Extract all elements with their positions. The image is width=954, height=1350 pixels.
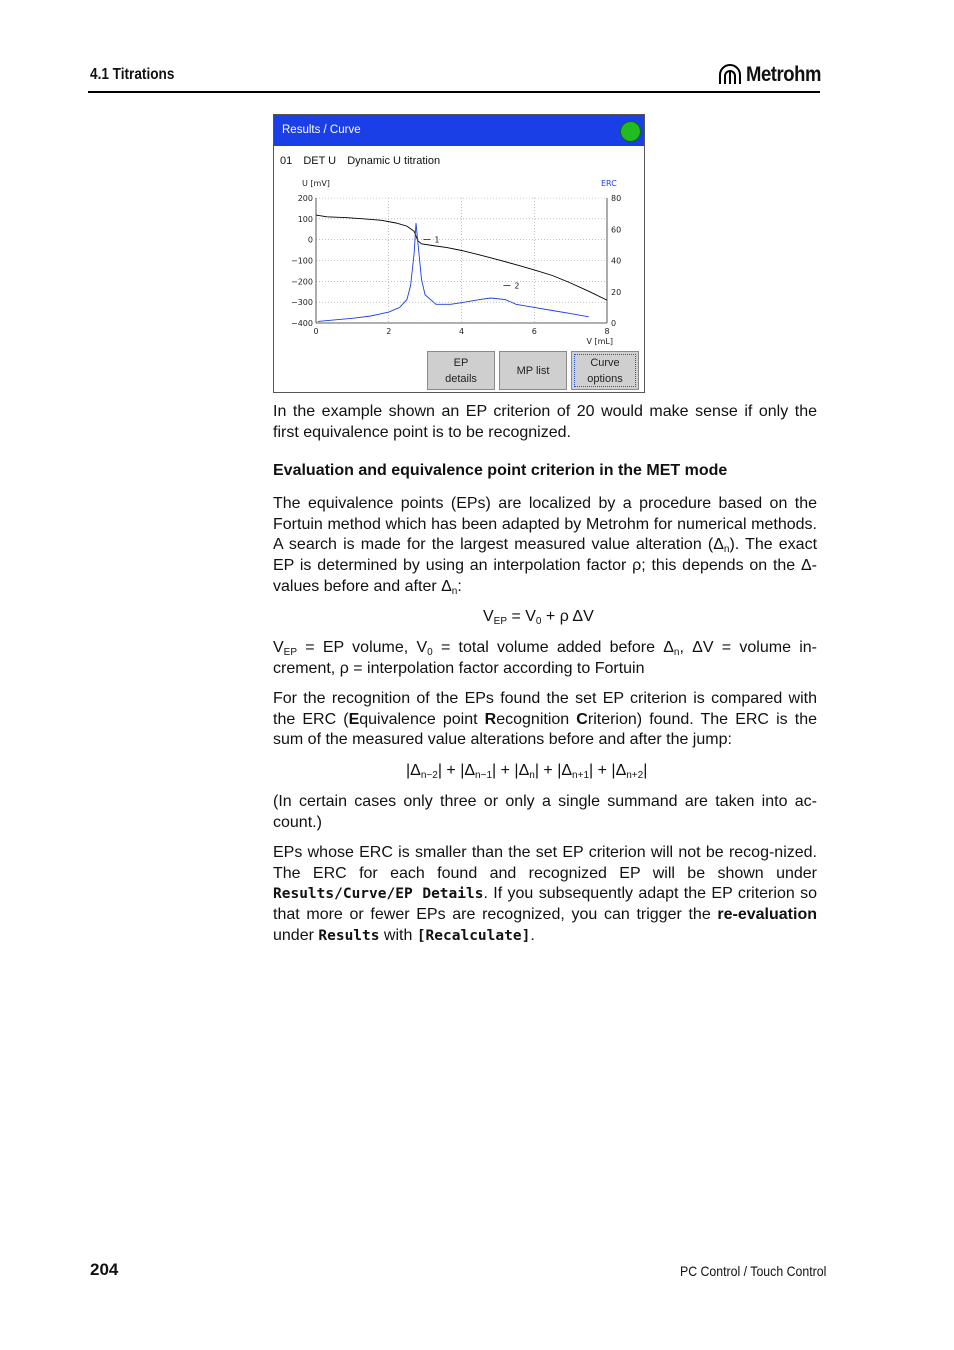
method-line bbox=[280, 155, 448, 167]
method-description: Dynamic U titration bbox=[347, 155, 441, 167]
erc-paragraph: For the recognition of the EPs found the set EP criterion is compared with the ERC (Equivalence point Recognition Criterion) found. The ERC is the sum of the measured value alterations before and after the jump: bbox=[273, 690, 817, 749]
screen-title: Results / Curve bbox=[282, 124, 361, 136]
recalculate-paragraph: EPs whose ERC is smaller than the set EP criterion will not be recog-nized. The ERC for each found and recognized EP will be shown under Results/Curve/EP Details. If you subsequently adapt the EP criterion so that more or fewer EPs are recognized, you can trigger the re-evaluation under Results with [Recalculate]. bbox=[273, 844, 818, 944]
y-left-tick-label: 100 bbox=[297, 214, 313, 224]
metrohm-logo bbox=[718, 62, 831, 88]
variables-paragraph: $V_{EP}$ = EP volume, $V_0$ = total volume added before $\Delta_n$, ΔV = volume in-crement, ρ = interpolation factor according to Fortuin bbox=[273, 639, 818, 677]
y-left-tick-label: −200 bbox=[291, 277, 313, 287]
y-left-tick-label: −400 bbox=[291, 319, 313, 328]
x-axis-label: V [mL] bbox=[586, 337, 613, 346]
y-right-tick-label: 60 bbox=[611, 225, 622, 235]
y-left-tick-label: 200 bbox=[297, 194, 313, 203]
section-title: 4.1 Titrations bbox=[90, 66, 175, 83]
ep-details-button[interactable] bbox=[427, 351, 495, 390]
curve-options-line1: Curve bbox=[590, 356, 620, 369]
mp-list-button[interactable] bbox=[499, 351, 567, 390]
y-left-tick-label: −300 bbox=[291, 298, 313, 308]
method-number: 01 bbox=[280, 155, 293, 167]
metrohm-symbol-icon bbox=[718, 64, 742, 86]
x-tick-label: 0 bbox=[313, 327, 319, 336]
x-tick-label: 8 bbox=[604, 327, 610, 336]
status-indicator-icon bbox=[620, 121, 641, 142]
logo-text: Metrohm bbox=[746, 63, 821, 86]
screen-titlebar bbox=[274, 115, 644, 146]
y-left-axis-label: U [mV] bbox=[302, 179, 330, 188]
ep-details-line2: details bbox=[445, 372, 477, 385]
y-right-tick-label: 80 bbox=[611, 194, 622, 203]
x-tick-label: 4 bbox=[458, 327, 465, 336]
footer-product: PC Control / Touch Control bbox=[680, 1263, 827, 1279]
curve-options-button[interactable] bbox=[571, 351, 639, 390]
ep-marker-label: 1 bbox=[434, 235, 440, 245]
ep-volume-formula: $V_{EP} = V_0 + \rho$ ΔV bbox=[483, 608, 594, 627]
ep-details-line1: EP bbox=[453, 356, 469, 369]
section-heading: Evaluation and equivalence point criterion in the MET mode bbox=[273, 462, 728, 479]
results-curve-screen bbox=[273, 114, 645, 393]
x-tick-label: 6 bbox=[531, 327, 537, 336]
y-left-tick-label: 0 bbox=[307, 235, 313, 245]
page-number: 204 bbox=[90, 1260, 119, 1279]
y-right-tick-label: 40 bbox=[611, 256, 622, 266]
summand-note: (In certain cases only three or only a single summand are taken into ac-count.) bbox=[273, 793, 817, 831]
erc-series-line bbox=[318, 223, 589, 321]
header-rule bbox=[88, 91, 820, 93]
titration-curve-chart bbox=[274, 171, 644, 351]
curve-options-line2: options bbox=[587, 372, 623, 385]
y-left-tick-label: −100 bbox=[291, 256, 313, 266]
y-right-axis-label: ERC bbox=[601, 179, 617, 188]
y-right-tick-label: 20 bbox=[611, 287, 622, 297]
method-name: DET U bbox=[303, 155, 337, 167]
intro-paragraph: In the example shown an EP criterion of 20 would make sense if only the first equivalence point is to be recognized. bbox=[273, 403, 817, 441]
fortuin-paragraph: The equivalence points (EPs) are localized by a procedure based on the Fortuin method which has been adapted by Metrohm for numerical methods. A search is made for the largest measured value alteration $(\Delta_n)$. The exact EP is determined by using an interpolation factor ρ; this depends on the Δ-values before and after $\Delta_n$: bbox=[273, 495, 818, 597]
ep-marker-label: 2 bbox=[514, 281, 520, 291]
y-right-tick-label: 0 bbox=[611, 319, 617, 328]
mp-list-label: MP list bbox=[516, 364, 550, 377]
erc-sum-formula: $|\Delta_{n-2}| + |\Delta_{n-1}| + |\Delta_n| + |\Delta_{n+1}| + |\Delta_{n+2}|$ bbox=[406, 762, 648, 781]
x-tick-label: 2 bbox=[386, 327, 392, 336]
potential-series-line bbox=[316, 215, 607, 300]
